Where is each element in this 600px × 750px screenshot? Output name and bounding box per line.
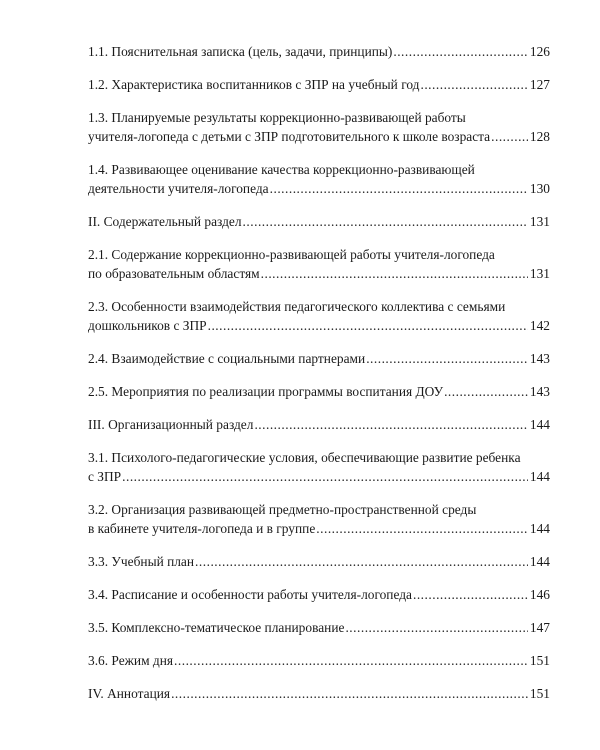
toc-entry — [88, 684, 550, 703]
toc-entry-title: IV. Аннотация — [88, 686, 171, 701]
toc-page-number: 143 — [529, 351, 550, 366]
toc-leader-dots — [261, 264, 528, 283]
toc-entry-title: 2.5. Мероприятия по реализации программы воспитания ДОУ — [88, 384, 444, 399]
toc-entry-title-line1: 3.2. Организация развивающей предметно-пространственной среды — [88, 502, 477, 517]
toc-entry — [88, 651, 550, 670]
toc-leader-dots — [316, 519, 528, 538]
toc-entry-title-line2: по образовательным областям — [88, 266, 260, 281]
toc-entry — [88, 160, 550, 198]
toc-page-number: 143 — [529, 384, 550, 399]
toc-page-number: 144 — [529, 521, 550, 536]
toc-leader-dots — [254, 415, 527, 434]
toc-leader-dots — [420, 75, 527, 94]
toc-page-number: 151 — [529, 686, 550, 701]
toc-leader-dots — [171, 684, 528, 703]
toc-leader-dots — [366, 349, 528, 368]
toc-entry-title: 3.6. Режим дня — [88, 653, 174, 668]
toc-page-number: 127 — [529, 77, 550, 92]
toc-leader-dots — [491, 127, 528, 146]
toc-entry-title: 1.1. Пояснительная записка (цель, задачи, принципы) — [88, 44, 393, 59]
toc-leader-dots — [122, 467, 528, 486]
toc-entry-title-line2: с ЗПР — [88, 469, 122, 484]
toc-page-number: 151 — [529, 653, 550, 668]
toc-entry-title-line2: дошкольников с ЗПР — [88, 318, 207, 333]
toc-entry-title: 3.5. Комплексно-тематическое планирование — [88, 620, 345, 635]
toc-leader-dots — [444, 382, 528, 401]
toc-entry-title: 3.3. Учебный план — [88, 554, 195, 569]
toc-entry-title: 3.4. Расписание и особенности работы учителя-логопеда — [88, 587, 412, 602]
toc-entry — [88, 585, 550, 604]
toc-entry-title-line2: в кабинете учителя-логопеда и в группе — [88, 521, 316, 536]
toc-entry — [88, 42, 550, 61]
toc-page-number: 142 — [529, 318, 550, 333]
toc-entry-title-line1: 2.3. Особенности взаимодействия педагогического коллектива с семьями — [88, 299, 506, 314]
toc-leader-dots — [270, 179, 528, 198]
toc-entry — [88, 500, 550, 538]
toc-entry — [88, 245, 550, 283]
toc-leader-dots — [393, 42, 528, 61]
toc-page-number: 147 — [529, 620, 550, 635]
toc-entry — [88, 415, 550, 434]
toc-page-number: 126 — [529, 44, 550, 59]
toc-leader-dots — [195, 552, 528, 571]
toc-entry — [88, 448, 550, 486]
toc-page-number: 131 — [529, 266, 550, 281]
table-of-contents — [88, 42, 550, 717]
toc-entry — [88, 75, 550, 94]
toc-entry — [88, 108, 550, 146]
toc-leader-dots — [243, 212, 528, 231]
toc-page-number: 128 — [529, 129, 550, 144]
toc-entry — [88, 382, 550, 401]
toc-page-number: 144 — [529, 554, 550, 569]
toc-entry — [88, 618, 550, 637]
toc-entry — [88, 552, 550, 571]
toc-entry-title: II. Содержательный раздел — [88, 214, 242, 229]
toc-entry — [88, 297, 550, 335]
toc-entry — [88, 349, 550, 368]
toc-page-number: 146 — [529, 587, 550, 602]
toc-page-number: 130 — [529, 181, 550, 196]
toc-entry-title-line2: учителя-логопеда с детьми с ЗПР подготовительного к школе возраста — [88, 129, 491, 144]
toc-entry-title-line1: 3.1. Психолого-педагогические условия, обеспечивающие развитие ребенка — [88, 450, 521, 465]
toc-entry-title-line2: деятельности учителя-логопеда — [88, 181, 269, 196]
toc-leader-dots — [413, 585, 528, 604]
toc-page-number: 131 — [529, 214, 550, 229]
toc-entry-title-line1: 1.3. Планируемые результаты коррекционно-развивающей работы — [88, 110, 466, 125]
toc-page-number: 144 — [529, 469, 550, 484]
toc-entry-title: 1.2. Характеристика воспитанников с ЗПР на учебный год — [88, 77, 420, 92]
toc-entry-title-line1: 1.4. Развивающее оценивание качества коррекционно-развивающей — [88, 162, 475, 177]
toc-leader-dots — [174, 651, 528, 670]
toc-leader-dots — [345, 618, 527, 637]
toc-leader-dots — [208, 316, 528, 335]
toc-entry — [88, 212, 550, 231]
toc-page-number: 144 — [529, 417, 550, 432]
toc-entry-title: III. Организационный раздел — [88, 417, 254, 432]
toc-entry-title: 2.4. Взаимодействие с социальными партнерами — [88, 351, 366, 366]
toc-entry-title-line1: 2.1. Содержание коррекционно-развивающей работы учителя-логопеда — [88, 247, 495, 262]
